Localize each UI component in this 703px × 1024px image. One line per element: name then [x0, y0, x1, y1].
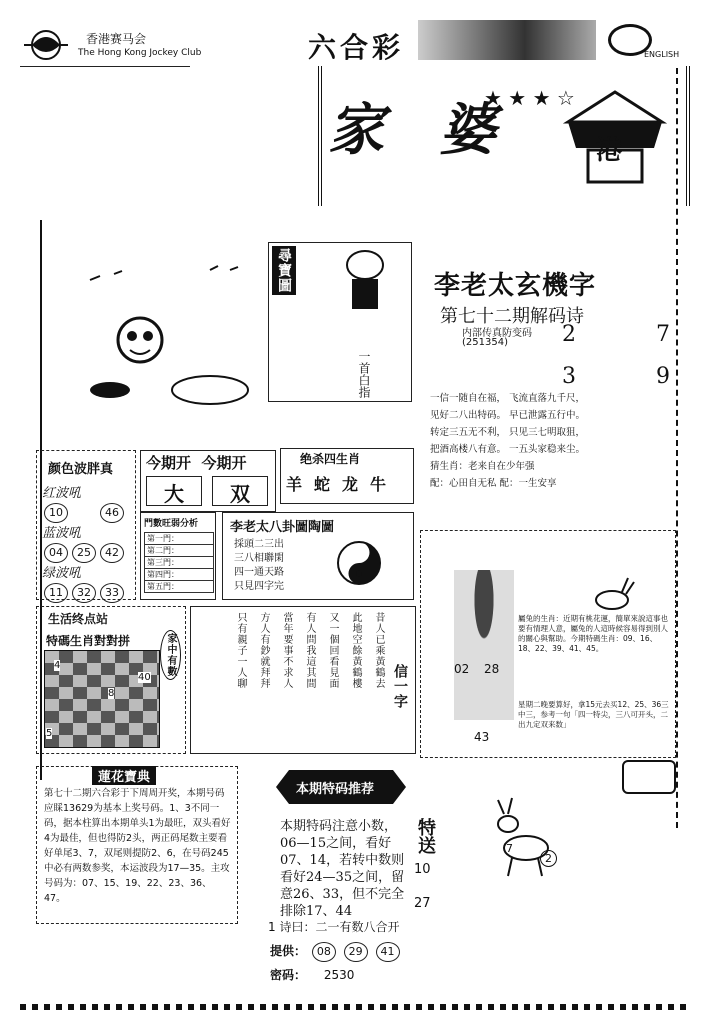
tebiao-title: 本期特码推荐: [296, 782, 375, 797]
open-cell-even-text: 双: [230, 482, 250, 506]
pair-title: 特碼生肖對對拼: [46, 634, 131, 648]
zodiac-item: 羊: [286, 475, 315, 494]
open-cell-big-text: 大: [164, 482, 184, 506]
bagua-lines: [234, 538, 284, 594]
jockey-logo[interactable]: [22, 25, 72, 65]
wave-label-green: 绿波吼: [42, 566, 82, 581]
door-table: [144, 532, 214, 593]
poem-line: 见好二八出特码。 早已泄露五行中。: [430, 410, 586, 421]
org-name-en: The Hong Kong Jockey Club: [78, 48, 202, 58]
door-row: 第四門：: [145, 569, 214, 581]
num-ball: 46: [100, 503, 124, 523]
photo-number-a: 02: [454, 662, 470, 676]
rabbit-text: 屬兔的生肖：近期有桃花運，簡單來說這事也要有情理人意，屬兔的人這時候容易得到別人的關心與幫助。今期特碼生肖：09、16、18、22、39、41、45。: [518, 614, 668, 653]
side-number-b: 7: [656, 322, 670, 347]
photo-grid: [44, 650, 160, 748]
num-ball: 11: [44, 583, 68, 603]
article-column: 又一個回看見面: [327, 612, 338, 689]
grid-number: 8: [108, 688, 115, 699]
side-number-a: 2: [562, 322, 576, 347]
tent-glyph: 港: [596, 136, 623, 166]
tebiao-body: 本期特码注意小数，06—15之间，看好07、14，若转中数则看好24—35之间，留意26、33，但不完全排除17、44: [280, 819, 405, 919]
rabbit-note: 星期二晚要算好，拿15元去买12、25、36三中三，参考一句「四一特尖，三八可开头，二出九定双来数」: [518, 700, 669, 729]
wave-row-blue: [42, 522, 126, 563]
lianhua-title: 蓮花寶典: [92, 766, 156, 785]
poem-title: 李老太玄機字: [434, 271, 597, 301]
hand-icon: [622, 760, 676, 794]
side-number-c: 3: [562, 364, 576, 389]
bagua-title: 李老太八卦圖陶圖: [230, 520, 335, 535]
secret-row: [270, 966, 354, 983]
pig-cartoon: [330, 245, 400, 315]
deer-number: 7: [506, 842, 513, 855]
door-row: 第三門：: [145, 557, 214, 569]
bagua-line: 只見四字完: [234, 581, 284, 592]
insider-label: 内部传真防变码: [462, 328, 532, 339]
num-ball: 42: [100, 543, 124, 563]
zodiac-item: 牛: [370, 475, 399, 494]
photo-number-b: 28: [484, 662, 500, 676]
poem-line: 把酒高楼八有意。 一五头家稳来尘。: [430, 444, 586, 455]
poem-line: 猜生肖：老来自在少年强: [430, 461, 535, 472]
scroll-poem-label: 一首白指: [357, 350, 371, 398]
header-photo: [418, 20, 596, 60]
poem-lines: [430, 390, 676, 492]
door-row: 第五門：: [145, 581, 214, 593]
cover-calligraphy: 家 婆: [328, 97, 514, 163]
provide-ball: 41: [376, 942, 400, 962]
poem-line: 配：心田自无私 配：一生安享: [430, 478, 557, 489]
zodiac-item: 蛇: [314, 475, 343, 494]
wave-label-blue: 蓝波吼: [42, 526, 82, 541]
door-table-title: 門數旺弱分析: [144, 519, 199, 529]
article-column: 昔人已乘黃鶴去: [373, 612, 384, 689]
wave-label-red: 红波吼: [42, 486, 82, 501]
wave-row-green: [42, 562, 126, 603]
article-column: 只有親子一人聊: [235, 612, 246, 689]
photo-number-c: 43: [474, 730, 490, 744]
tebiao-side-title: 特送: [415, 818, 436, 854]
poem-line: 一信一随自在福， 飞流直落九千尺，: [430, 393, 586, 404]
secret-label: 密码：: [270, 968, 307, 982]
door-row: 第二門：: [145, 545, 214, 557]
door-row: 第一門：: [145, 533, 214, 545]
grid-number: 4: [54, 660, 61, 671]
life-station-title: 生活终点站: [48, 612, 109, 626]
monkey-cartoon: [70, 260, 260, 410]
grid-number: 5: [46, 728, 53, 739]
open-period-title: 今期开 今期开: [146, 454, 247, 472]
footer-poem-line: 1 诗曰：二一有数八合开: [268, 920, 400, 934]
lianhua-body: 第七十二期六合彩于下周周开奖，本期号码应睬13629为基本上奖号码。1、3不同一码，据本柱算出本期单头1为最旺，双头看好4为最佳，但也得防2头，两正码尾数主要看好单尾3、7，双尾则提防2、6，在号码245中必有两数参奖，本运波段为17—35。主攻号码为：07、15、19、22、23、36、47。: [44, 788, 231, 904]
article-columns: [196, 612, 386, 750]
letter-label: 信一字: [392, 664, 408, 709]
bagua-line: 三八相聯閑: [234, 553, 284, 564]
treasure-label: 尋寶圖: [272, 246, 296, 295]
num-ball: 25: [72, 543, 96, 563]
article-column: 方人有鈔就拜拜: [258, 612, 269, 689]
issue-title: 第七十二期解码诗: [440, 306, 584, 327]
secret-value: 2530: [323, 968, 355, 982]
yin-yang-icon: [336, 540, 382, 586]
provide-ball: 29: [344, 942, 368, 962]
provide-label: 提供：: [270, 944, 307, 958]
provide-ball: 08: [312, 942, 336, 962]
rabbit-icon: [586, 576, 636, 612]
star-icons: ★ ★ ★ ☆: [484, 86, 575, 110]
grid-number: 40: [138, 672, 151, 683]
bagua-line: 四一通天路: [234, 567, 284, 578]
bottom-check-border: [20, 1004, 690, 1010]
provide-row: [270, 942, 402, 962]
woman-photo: [454, 570, 514, 720]
insider-code: (251354): [462, 337, 508, 348]
zodiac-items: [286, 472, 398, 495]
tebiao-side-num: 10: [414, 862, 431, 877]
english-link[interactable]: ENGLISH: [644, 50, 680, 59]
bagua-line: 採頭二三出: [234, 539, 284, 550]
num-ball: 33: [100, 583, 124, 603]
header-divider: [20, 66, 190, 67]
zodiac-item: 龙: [342, 475, 371, 494]
num-ball: 04: [44, 543, 68, 563]
article-column: 此地空餘黃鶴樓: [350, 612, 361, 689]
color-wave-title: 颜色波胖真: [48, 462, 114, 477]
horse-logo-icon: [22, 25, 72, 65]
four-zodiac-title: 绝杀四生肖: [300, 452, 361, 466]
stool-number: 2: [540, 850, 557, 867]
lottery-title[interactable]: 六合彩: [308, 31, 405, 64]
side-number-d: 9: [656, 364, 670, 389]
tebiao-side-num: 27: [414, 896, 431, 911]
corner-stamp: 家中有數: [160, 630, 181, 680]
wave-row-red: [42, 482, 126, 523]
org-name-cn: 香港赛马会: [86, 32, 147, 46]
right-border-ornament: [676, 68, 694, 828]
num-ball: 10: [44, 503, 68, 523]
article-column: 有人問我這其間: [304, 612, 315, 689]
num-ball: 32: [72, 583, 96, 603]
article-column: 當年要事不求人: [281, 612, 292, 689]
poem-line: 转定三五无不利， 只见三七明取狙，: [430, 427, 586, 438]
